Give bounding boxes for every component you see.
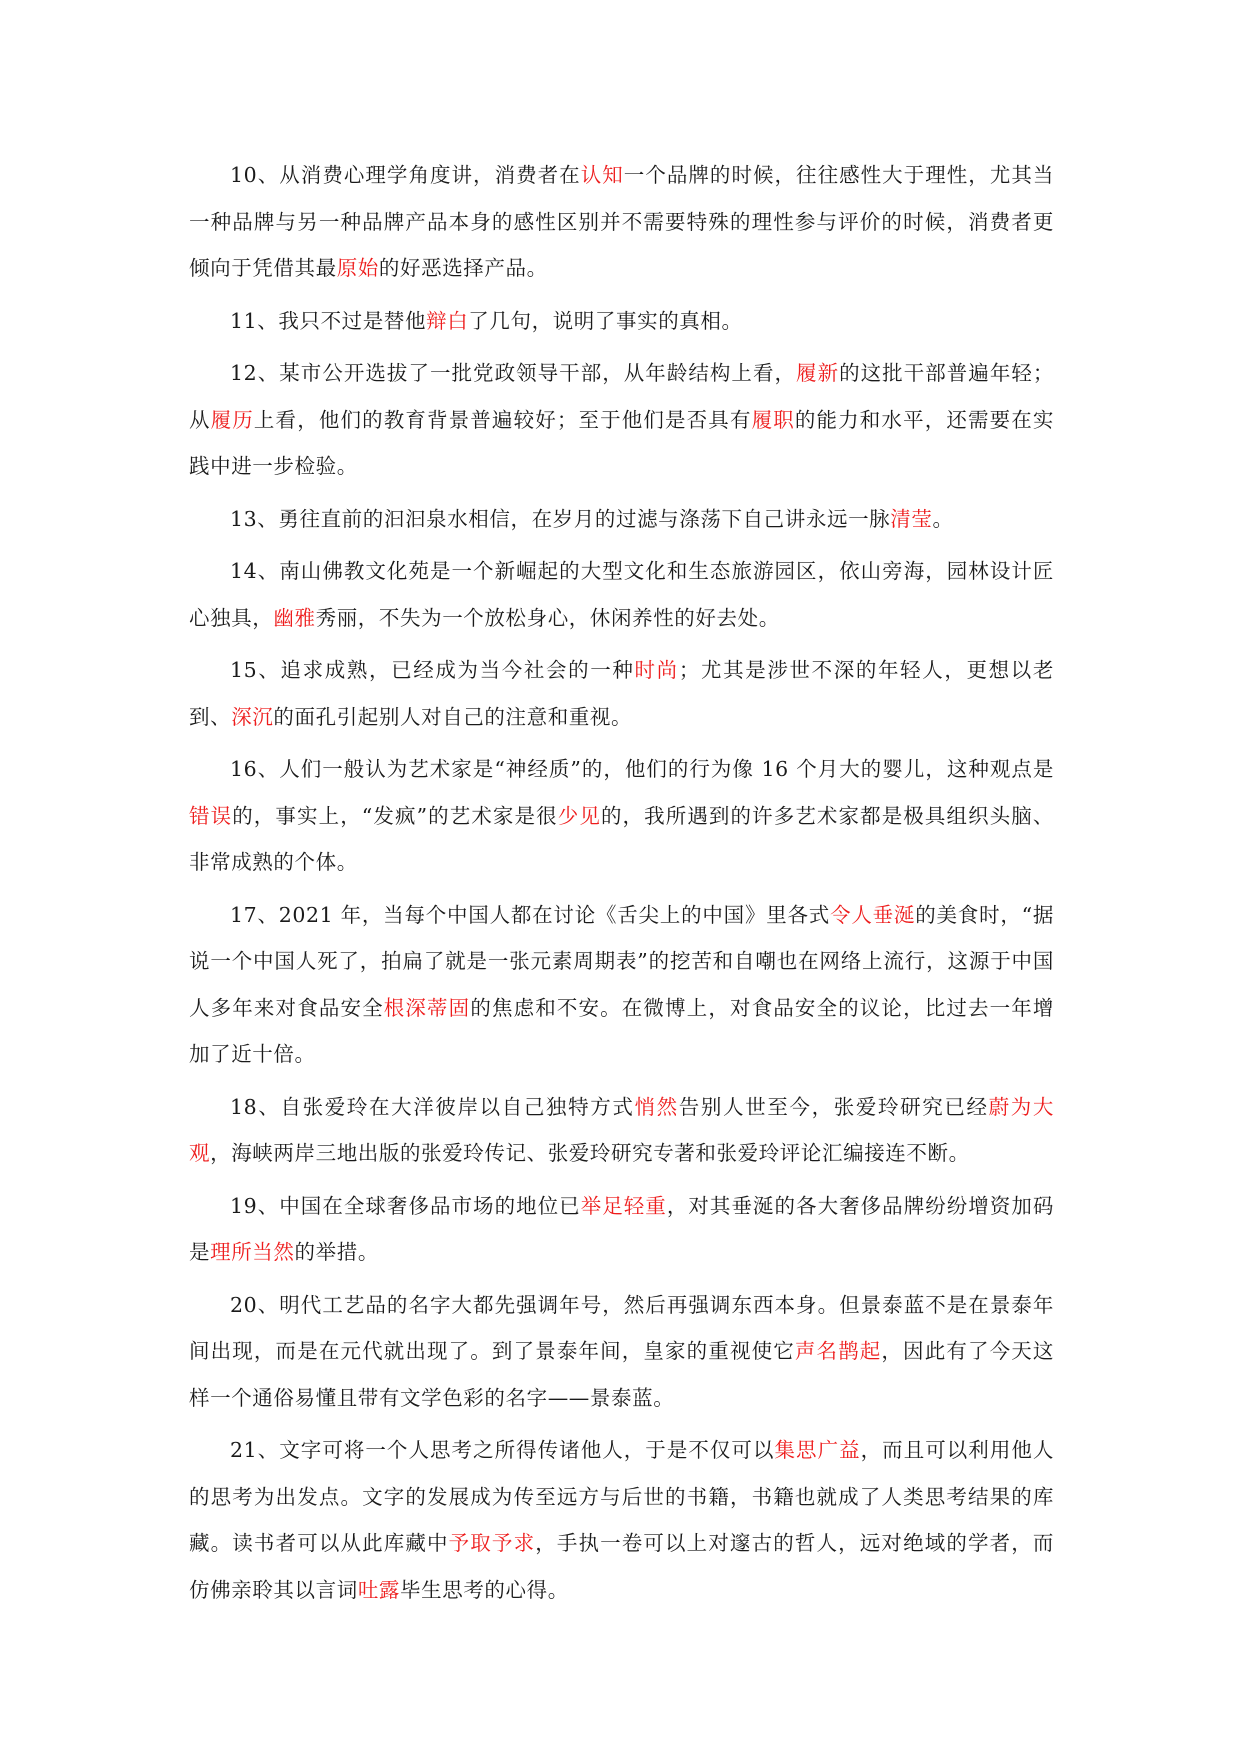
paragraph-text: 17、2021 年，当每个中国人都在讨论《舌尖上的中国》里各式 — [230, 902, 831, 927]
highlighted-term: 悄然 — [634, 1094, 679, 1119]
paragraph — [189, 548, 1054, 641]
paragraph — [189, 1084, 1054, 1177]
paragraph — [189, 746, 1054, 886]
paragraph-text: 13、勇往直前的汩汩泉水相信，在岁月的过滤与涤荡下自己讲永远一脉 — [230, 506, 891, 531]
paragraph — [189, 892, 1054, 1078]
highlighted-term: 履历 — [210, 407, 254, 432]
paragraph-text: ，而且可以利用他人的思考为出发点。文字的发展成为传至远方与后世的书籍，书籍也就成了人类思考结果的库藏。读书者可以从此库藏中 — [189, 1438, 1054, 1555]
highlighted-term: 理所当然 — [210, 1240, 295, 1264]
paragraph-text: 秀丽，不失为一个放松身心，休闲养性的好去处。 — [315, 605, 780, 630]
paragraph — [189, 152, 1054, 292]
paragraph — [189, 496, 1054, 543]
highlighted-term: 认知 — [580, 163, 624, 187]
highlighted-term: 予取予求 — [448, 1531, 536, 1555]
highlighted-term: 清莹 — [890, 506, 933, 531]
paragraph-list — [189, 152, 1054, 1613]
paragraph — [189, 1183, 1054, 1276]
paragraph-text: 的能力和水平，还需要在实践中进一步检验。 — [189, 407, 1054, 478]
paragraph-text: 18、自张爱玲在大洋彼岸以自己独特方式 — [230, 1094, 635, 1119]
paragraph-text: ，对其垂涎的各大奢侈品牌纷纷增资加码是 — [189, 1193, 1054, 1264]
paragraph-text: ，因此有了今天这样一个通俗易懂且带有文学色彩的名字——景泰蓝。 — [189, 1339, 1054, 1410]
paragraph-text: 毕生思考的心得。 — [400, 1577, 569, 1602]
paragraph — [189, 647, 1054, 740]
paragraph — [189, 298, 1054, 345]
paragraph-text: 12、某市公开选拔了一批党政领导干部，从年龄结构上看， — [230, 361, 797, 385]
highlighted-term: 蔚为大观 — [189, 1094, 1054, 1165]
highlighted-term: 辩白 — [426, 308, 469, 333]
paragraph-text: 的好恶选择产品。 — [378, 256, 548, 280]
paragraph-text: 告别人世至今，张爱玲研究已经 — [678, 1094, 989, 1119]
paragraph-text: 14、南山佛教文化苑是一个新崛起的大型文化和生态旅游园区，依山旁海，园林设计匠心独具， — [189, 559, 1054, 630]
paragraph — [189, 350, 1054, 490]
paragraph-text: 的焦虑和不安。在微博上，对食品安全的议论，比过去一年增加了近十倍。 — [189, 995, 1055, 1066]
paragraph-text: 21、文字可将一个人思考之所得传诸他人，于是不仅可以 — [230, 1438, 775, 1462]
highlighted-term: 时尚 — [634, 658, 679, 682]
paragraph-text: ，海峡两岸三地出版的张爱玲传记、张爱玲研究专著和张爱玲评论汇编接连不断。 — [210, 1141, 970, 1165]
paragraph-text: 。 — [932, 506, 954, 531]
paragraph-text: 的，我所遇到的许多艺术家都是极具组织头脑、非常成熟的个体。 — [189, 803, 1054, 874]
paragraph-text: 15、追求成熟，已经成为当今社会的一种 — [230, 658, 635, 682]
paragraph — [189, 1427, 1054, 1613]
paragraph — [189, 1282, 1054, 1422]
paragraph-text: 16、人们一般认为艺术家是“神经质”的，他们的行为像 16 个月大的婴儿，这种观点是 — [230, 757, 1054, 781]
highlighted-term: 错误 — [189, 803, 233, 828]
highlighted-term: 根深蒂固 — [383, 995, 471, 1020]
highlighted-term: 令人垂涎 — [830, 902, 916, 927]
highlighted-term: 原始 — [336, 256, 379, 280]
highlighted-term: 少见 — [557, 803, 601, 828]
paragraph-text: 10、从消费心理学角度讲，消费者在 — [230, 163, 581, 187]
highlighted-term: 幽雅 — [273, 605, 316, 630]
highlighted-term: 履新 — [796, 361, 840, 385]
paragraph-text: 的，事实上，“发疯”的艺术家是很 — [232, 803, 558, 828]
highlighted-term: 举足轻重 — [580, 1193, 667, 1218]
highlighted-term: 深沉 — [231, 704, 274, 729]
document-page — [189, 152, 1054, 1619]
paragraph-text: ，手执一卷可以上对邃古的哲人，远对绝域的学者，而仿佛亲聆其以言词 — [189, 1531, 1054, 1602]
paragraph-text: ；尤其是涉世不深的年轻人，更想以老到、 — [189, 658, 1055, 729]
highlighted-term: 履职 — [751, 407, 795, 432]
paragraph-text: 的举措。 — [294, 1240, 379, 1264]
paragraph-text: 的美食时，“据说一个中国人死了，拍扁了就是一张元素周期表”的挖苦和自嘲也在网络上流行，这源于中国人多年来对食品安全 — [189, 902, 1055, 1020]
highlighted-term: 集思广益 — [774, 1438, 861, 1462]
paragraph-text: 20、明代工艺品的名字大都先强调年号，然后再强调东西本身。但景泰蓝不是在景泰年间出现，而是在元代就出现了。到了景泰年间，皇家的重视使它 — [189, 1292, 1054, 1363]
paragraph-text: 11、我只不过是替他 — [230, 308, 427, 333]
paragraph-text: 的这批干部普遍年轻；从 — [189, 361, 1055, 432]
highlighted-term: 吐露 — [357, 1577, 401, 1602]
paragraph-text: 19、中国在全球奢侈品市场的地位已 — [230, 1193, 581, 1218]
paragraph-text: 上看，他们的教育背景普遍较好；至于他们是否具有 — [253, 407, 752, 432]
highlighted-term: 声名鹊起 — [794, 1339, 882, 1363]
paragraph-text: 的面孔引起别人对自己的注意和重视。 — [273, 704, 633, 729]
paragraph-text: 了几句，说明了事实的真相。 — [468, 308, 743, 333]
paragraph-text: 一个品牌的时候，往往感性大于理性，尤其当一种品牌与另一种品牌产品本身的感性区别并不需要特殊的理性参与评价的时候，消费者更倾向于凭借其最 — [189, 163, 1054, 280]
